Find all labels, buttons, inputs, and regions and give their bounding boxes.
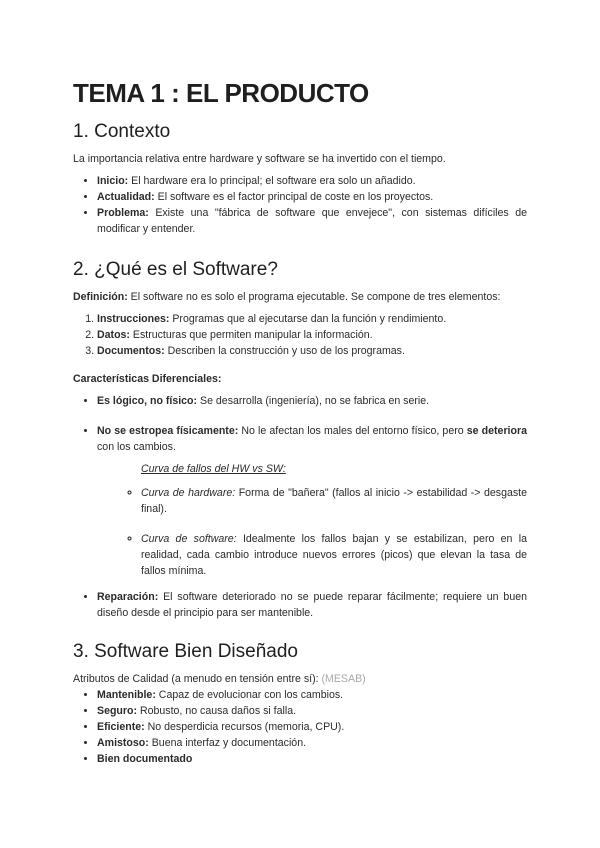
item-text: El hardware era lo principal; el software era solo un añadido. [128,175,416,187]
list-item [97,687,527,703]
item-term: Datos: [97,329,130,341]
definicion [73,289,527,305]
list-item [97,703,527,719]
acronym-label: (MESAB) [321,673,366,685]
item-text: Buena interfaz y documentación. [148,737,307,749]
caracteristicas-list [73,393,527,621]
list-item [141,485,527,517]
list-item [97,205,527,237]
list-item [97,423,527,579]
section-bien-disenado [73,641,527,767]
list-item [97,719,527,735]
section-que-es-software [73,259,527,621]
item-text: Estructuras que permiten manipular la información. [129,329,373,341]
list-item [97,311,527,327]
list-item [97,589,527,621]
item-text: Describen la construcción y uso de los programas. [164,345,405,357]
item-term: Seguro: [97,705,138,717]
atributos-text: Atributos de Calidad (a menudo en tensión entre sí): [73,673,322,685]
list-item [97,189,527,205]
item-term: Eficiente: [97,721,145,733]
item-text: Se desarrolla (ingeniería), no se fabrica en serie. [197,395,430,407]
curva-fallos-title: Curva de fallos del HW vs SW: [141,463,286,475]
item-term: Reparación: [97,591,159,603]
definicion-text: El software no es solo el programa ejecutable. Se compone de tres elementos: [127,291,501,303]
contexto-intro: La importancia relativa entre hardware y software se ha invertido con el tiempo. [73,153,446,165]
section-heading-software: 2. ¿Qué es el Software? [73,259,278,280]
item-term: No se estropea físicamente: [97,425,239,437]
item-term: Documentos: [97,345,165,357]
item-text: Existe una "fábrica de software que envejece", con sistemas difíciles de modificar y entender. [97,207,527,235]
list-item [141,531,527,579]
atributos-intro [73,671,527,687]
section-contexto [73,121,527,237]
item-term: Bien documentado [97,753,193,765]
list-item [97,173,527,189]
item-emphasis: se deteriora [466,425,527,437]
item-text: No desperdicia recursos (memoria, CPU). [144,721,345,733]
page-title: TEMA 1 : EL PRODUCTO [73,78,369,108]
list-item [97,393,527,409]
item-text: con los cambios. [97,441,176,453]
item-term: Instrucciones: [97,313,170,325]
item-text: El software deteriorado no se puede reparar fácilmente; requiere un buen diseño desde el principio para ser mantenible. [97,591,527,619]
item-term: Inicio: [97,175,129,187]
list-item [97,735,527,751]
atributos-list [73,687,527,767]
item-term: Problema: [97,207,149,219]
item-text: Idealmente los fallos bajan y se estabilizan, pero en la realidad, cada cambio introduce nuevos errores (picos) que elevan la tasa de fallos mínima. [141,533,527,577]
definicion-term: Definición: [73,291,128,303]
item-term: Curva de software: [141,533,237,545]
elementos-list [73,311,527,359]
curvas-list [97,485,527,579]
list-item [97,327,527,343]
item-text: Robusto, no causa daños si falla. [137,705,297,717]
item-text: Capaz de evolucionar con los cambios. [155,689,344,701]
list-item [97,751,527,767]
item-text: Programas que al ejecutarse dan la función y rendimiento. [169,313,447,325]
section-heading-contexto: 1. Contexto [73,121,171,142]
item-text: No le afectan los males del entorno físico, pero [238,425,467,437]
list-item [97,343,527,359]
section-heading-bien-disenado: 3. Software Bien Diseñado [73,641,298,662]
item-term: Es lógico, no físico: [97,395,198,407]
caracteristicas-title: Características Diferenciales: [73,373,222,385]
item-text: El software es el factor principal de coste en los proyectos. [154,191,434,203]
item-term: Curva de hardware: [141,487,236,499]
item-term: Actualidad: [97,191,155,203]
contexto-list [73,173,527,237]
item-term: Amistoso: [97,737,149,749]
item-text: Forma de "bañera" (fallos al inicio -> estabilidad -> desgaste final). [141,487,527,515]
item-term: Mantenible: [97,689,156,701]
